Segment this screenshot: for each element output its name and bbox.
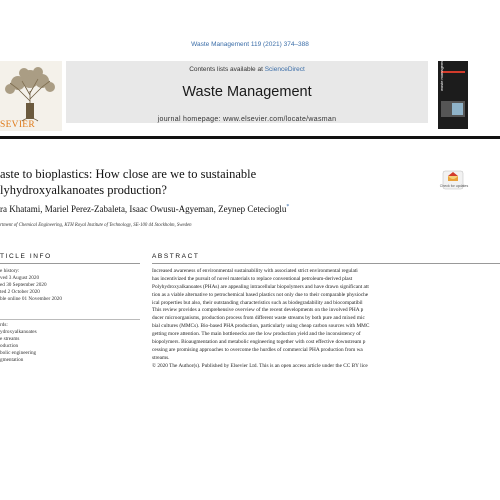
abstract-line: This review provides a comprehensive overview of the recent developments on the involved PHA p <box>152 307 364 314</box>
abstract-line: Increased awareness of environmental sustainability with associated strict environmental regulati <box>152 268 358 274</box>
homepage-prefix: journal homepage: <box>157 116 224 123</box>
keyword-line: bolic engineering <box>0 349 37 356</box>
elsevier-wordmark: SEVIER <box>0 120 36 130</box>
keywords <box>0 322 140 363</box>
article-title-line-1: aste to bioplastics: How close are we to sustainable <box>0 167 257 181</box>
abstract-line: bial cultures (MMCs). Bio-based PHA production, particularly using cheap carbon sources with MMC <box>152 323 370 330</box>
contents-prefix: Contents lists available at <box>189 66 265 73</box>
journal-citation: Waste Management 119 (2021) 374–388 <box>191 41 309 48</box>
abstract-line: cessing are promising approaches to overcome the hurdles of commercial PHA production from wa <box>152 346 363 353</box>
cover-art-icon <box>438 61 468 129</box>
journal-homepage <box>66 116 428 123</box>
check-for-updates-icon[interactable] <box>440 170 466 196</box>
author-list <box>0 204 480 214</box>
keyword-line: gmentation <box>0 356 24 363</box>
history-line: ed 30 September 2020 <box>0 281 47 288</box>
keyword-line: rds: <box>0 322 8 328</box>
author-affiliation: rtment of Chemical Engineering, KTH Royal Institute of Technology, SE-100 44 Stockholm, Sweden <box>0 223 192 228</box>
article-history <box>0 268 140 303</box>
article-info-divider <box>0 263 140 264</box>
contents-line <box>66 66 428 73</box>
journal-name: Waste Management <box>182 84 312 100</box>
abstract-line: streams. <box>152 354 170 361</box>
abstract-body <box>152 268 500 371</box>
homepage-url-link[interactable]: www.elsevier.com/locate/wasman <box>223 116 337 123</box>
history-line: e history: <box>0 268 20 274</box>
keyword-line: e streams <box>0 335 20 342</box>
author-names[interactable]: ra Khatami, Mariel Perez-Zabaleta, Isaac Owusu-Agyeman, Zeynep Cetecioglu <box>0 204 287 214</box>
copyright-line: © 2020 The Author(s). Published by Elsevier Ltd. This is an open access article under the CC BY lice <box>152 362 368 369</box>
corresponding-author-mark[interactable]: * <box>286 204 290 210</box>
history-line: ted 2 October 2020 <box>0 288 40 295</box>
journal-cover-thumbnail <box>438 61 468 129</box>
abstract-line: tion as a viable alternative to petrochemical based plastics not only due to their comparable physioche <box>152 291 369 298</box>
article-info-heading: TICLE INFO <box>0 253 52 260</box>
abstract-line: has incentivized the pursuit of novel materials to replace conventional petroleum-derived plast <box>152 275 353 282</box>
abstract-divider <box>152 263 500 264</box>
header-rule <box>0 136 500 139</box>
abstract-line: getting more attention. The main bottlenecks are the low production yield and the inconsistency of <box>152 331 361 338</box>
abstract-line: biopolymers. Bioaugmentation and metabolic engineering together with cost effective downstream p <box>152 339 366 346</box>
sciencedirect-link[interactable]: ScienceDirect <box>264 66 305 73</box>
keyword-line: oduction <box>0 342 19 349</box>
cover-title: waste management <box>439 61 444 91</box>
article-title <box>0 166 420 198</box>
history-line: ble online 01 November 2020 <box>0 295 62 302</box>
abstract-line: Polyhydroxyalkanoates (PHAs) are appealing intracellular biopolymers and have drawn significant att <box>152 283 369 290</box>
abstract-heading: ABSTRACT <box>152 253 200 260</box>
history-line: ved 3 August 2020 <box>0 274 40 281</box>
keyword-line: ydroxyalkanoates <box>0 328 37 335</box>
check-for-updates-label: Check for updates <box>439 184 469 188</box>
keywords-divider <box>0 319 140 320</box>
article-title-line-2: lyhydroxyalkanoates production? <box>0 183 167 197</box>
abstract-line: ical properties but also, their outstanding characteristics such as biodegradability and biocompatibil <box>152 299 363 306</box>
abstract-line: ducer microorganisms, production process from different waste streams by both pure and mixed mic <box>152 315 365 322</box>
